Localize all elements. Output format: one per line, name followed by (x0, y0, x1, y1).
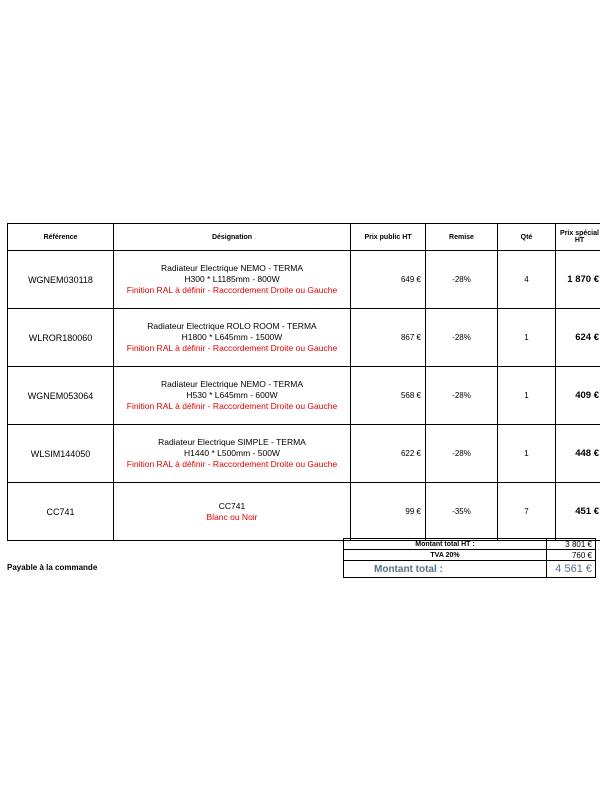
designation-dimensions: H1800 * L645mm - 1500W (181, 332, 283, 342)
designation-finish: Finition RAL à définir - Raccordement Droite ou Gauche (126, 459, 338, 469)
total-ht-value: 3 801 € (547, 539, 596, 550)
totals-table (343, 538, 596, 578)
row-special-price: 448 € (556, 425, 600, 483)
header-quantity: Qté (498, 224, 556, 251)
row-discount: -28% (426, 425, 498, 483)
table-row (8, 425, 600, 483)
row-special-price: 624 € (556, 309, 600, 367)
row-discount: -28% (426, 309, 498, 367)
row-public-price: 99 € (351, 483, 426, 541)
table-header-row (8, 224, 600, 251)
designation-name: Radiateur Electrique NEMO - TERMA (160, 379, 304, 389)
header-designation: Désignation (114, 224, 351, 251)
tva-row (344, 550, 596, 561)
row-reference: WLROR180060 (8, 309, 114, 367)
row-reference: WLSIM144050 (8, 425, 114, 483)
designation-finish: Finition RAL à définir - Raccordement Droite ou Gauche (126, 401, 338, 411)
table-row (8, 367, 600, 425)
row-quantity: 7 (498, 483, 556, 541)
designation-name: CC741 (218, 500, 246, 511)
header-special-price: Prix spécial HT (556, 224, 600, 251)
tva-value: 760 € (547, 550, 596, 561)
designation-finish: Blanc ou Noir (206, 511, 258, 522)
payment-terms: Payable à la commande (7, 563, 98, 572)
designation-name: Radiateur Electrique NEMO - TERMA (160, 263, 304, 273)
row-designation (114, 251, 351, 309)
row-public-price: 649 € (351, 251, 426, 309)
designation-finish: Finition RAL à définir - Raccordement Droite ou Gauche (126, 285, 338, 295)
tva-label: TVA 20% (344, 550, 547, 561)
row-special-price: 1 870 € (556, 251, 600, 309)
designation-finish: Finition RAL à définir - Raccordement Droite ou Gauche (126, 343, 338, 353)
row-discount: -28% (426, 367, 498, 425)
grand-total-label: Montant total : (344, 561, 547, 578)
row-quantity: 1 (498, 309, 556, 367)
total-ht-label: Montant total HT : (344, 539, 547, 550)
row-public-price: 867 € (351, 309, 426, 367)
header-reference: Référence (8, 224, 114, 251)
row-quantity: 1 (498, 367, 556, 425)
table-row (8, 251, 600, 309)
total-ht-row (344, 539, 596, 550)
designation-dimensions: H1440 * L500mm - 500W (184, 448, 280, 458)
row-quantity: 1 (498, 425, 556, 483)
table-row (8, 309, 600, 367)
row-designation (114, 309, 351, 367)
row-discount: -35% (426, 483, 498, 541)
designation-name: Radiateur Electrique SIMPLE - TERMA (158, 437, 306, 447)
grand-total-row (344, 561, 596, 578)
row-discount: -28% (426, 251, 498, 309)
designation-name: Radiateur Electrique ROLO ROOM - TERMA (147, 321, 317, 331)
row-quantity: 4 (498, 251, 556, 309)
grand-total-value: 4 561 € (547, 561, 596, 578)
row-designation (114, 425, 351, 483)
table-row (8, 483, 600, 541)
row-special-price: 451 € (556, 483, 600, 541)
row-reference: WGNEM053064 (8, 367, 114, 425)
row-public-price: 622 € (351, 425, 426, 483)
header-discount: Remise (426, 224, 498, 251)
row-reference: WGNEM030118 (8, 251, 114, 309)
quote-table (7, 223, 600, 541)
designation-dimensions: H300 * L1185mm - 800W (184, 274, 280, 284)
row-designation (114, 367, 351, 425)
row-public-price: 568 € (351, 367, 426, 425)
row-special-price: 409 € (556, 367, 600, 425)
row-reference: CC741 (8, 483, 114, 541)
header-public-price: Prix public HT (351, 224, 426, 251)
designation-dimensions: H530 * L645mm - 600W (186, 390, 278, 400)
row-designation (114, 483, 351, 541)
